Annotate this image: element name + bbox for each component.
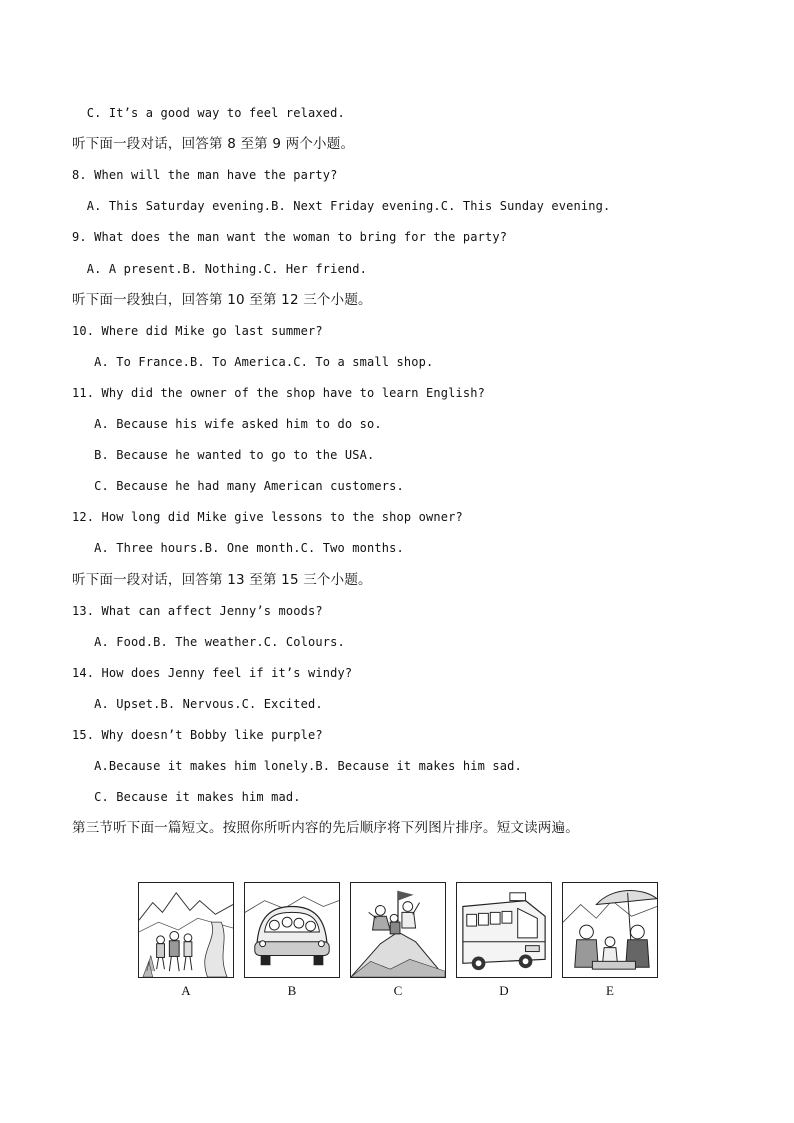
question-line: C. Because he had many American customers. [72, 479, 404, 493]
question-line: 12. How long did Mike give lessons to the shop owner? [72, 510, 463, 524]
question-line: A. This Saturday evening.B. Next Friday evening.C. This Sunday evening. [72, 199, 611, 213]
question-line: 9. What does the man want the woman to bring for the party? [72, 230, 508, 244]
question-line: 11. Why did the owner of the shop have to learn English? [72, 386, 485, 400]
question-line: A. Three hours.B. One month.C. Two months. [72, 541, 404, 555]
section-instruction: 听下面一段对话，回答第 8 至第 9 两个小题。 [72, 136, 355, 152]
mountain-summit-flag-illustration [350, 882, 446, 978]
question-line: A. Because his wife asked him to do so. [72, 417, 382, 431]
picture-label-a: A [181, 983, 191, 998]
hiking-family-illustration [138, 882, 234, 978]
picture-label-e: E [606, 983, 614, 998]
section-instruction: 听下面一段对话，回答第 13 至第 15 三个小题。 [72, 572, 372, 588]
question-line: 15. Why doesn’t Bobby like purple? [72, 728, 323, 742]
picture-label-c: C [393, 983, 403, 998]
question-line: C. It’s a good way to feel relaxed. [72, 106, 345, 120]
question-line: 10. Where did Mike go last summer? [72, 324, 323, 338]
question-line: C. Because it makes him mad. [72, 790, 301, 804]
picture-row [138, 882, 658, 1002]
section-instruction: 第三节听下面一篇短文。按照你所听内容的先后顺序将下列图片排序。短文读两遍。 [72, 820, 579, 836]
family-in-car-illustration [244, 882, 340, 978]
question-line: B. Because he wanted to go to the USA. [72, 448, 375, 462]
question-line: A. A present.B. Nothing.C. Her friend. [72, 262, 367, 276]
section-instruction: 听下面一段独白，回答第 10 至第 12 三个小题。 [72, 292, 372, 308]
question-line: A. To France.B. To America.C. To a small shop. [72, 355, 434, 369]
question-line: 8. When will the man have the party? [72, 168, 338, 182]
bus-illustration [456, 882, 552, 978]
question-line: A.Because it makes him lonely.B. Because it makes him sad. [72, 759, 522, 773]
question-line: 14. How does Jenny feel if it’s windy? [72, 666, 353, 680]
question-line: A. Food.B. The weather.C. Colours. [72, 635, 345, 649]
picture-label-b: B [287, 983, 297, 998]
question-line: A. Upset.B. Nervous.C. Excited. [72, 697, 323, 711]
family-picnic-umbrella-illustration [562, 882, 658, 978]
picture-label-d: D [499, 983, 509, 998]
question-line: 13. What can affect Jenny’s moods? [72, 604, 323, 618]
